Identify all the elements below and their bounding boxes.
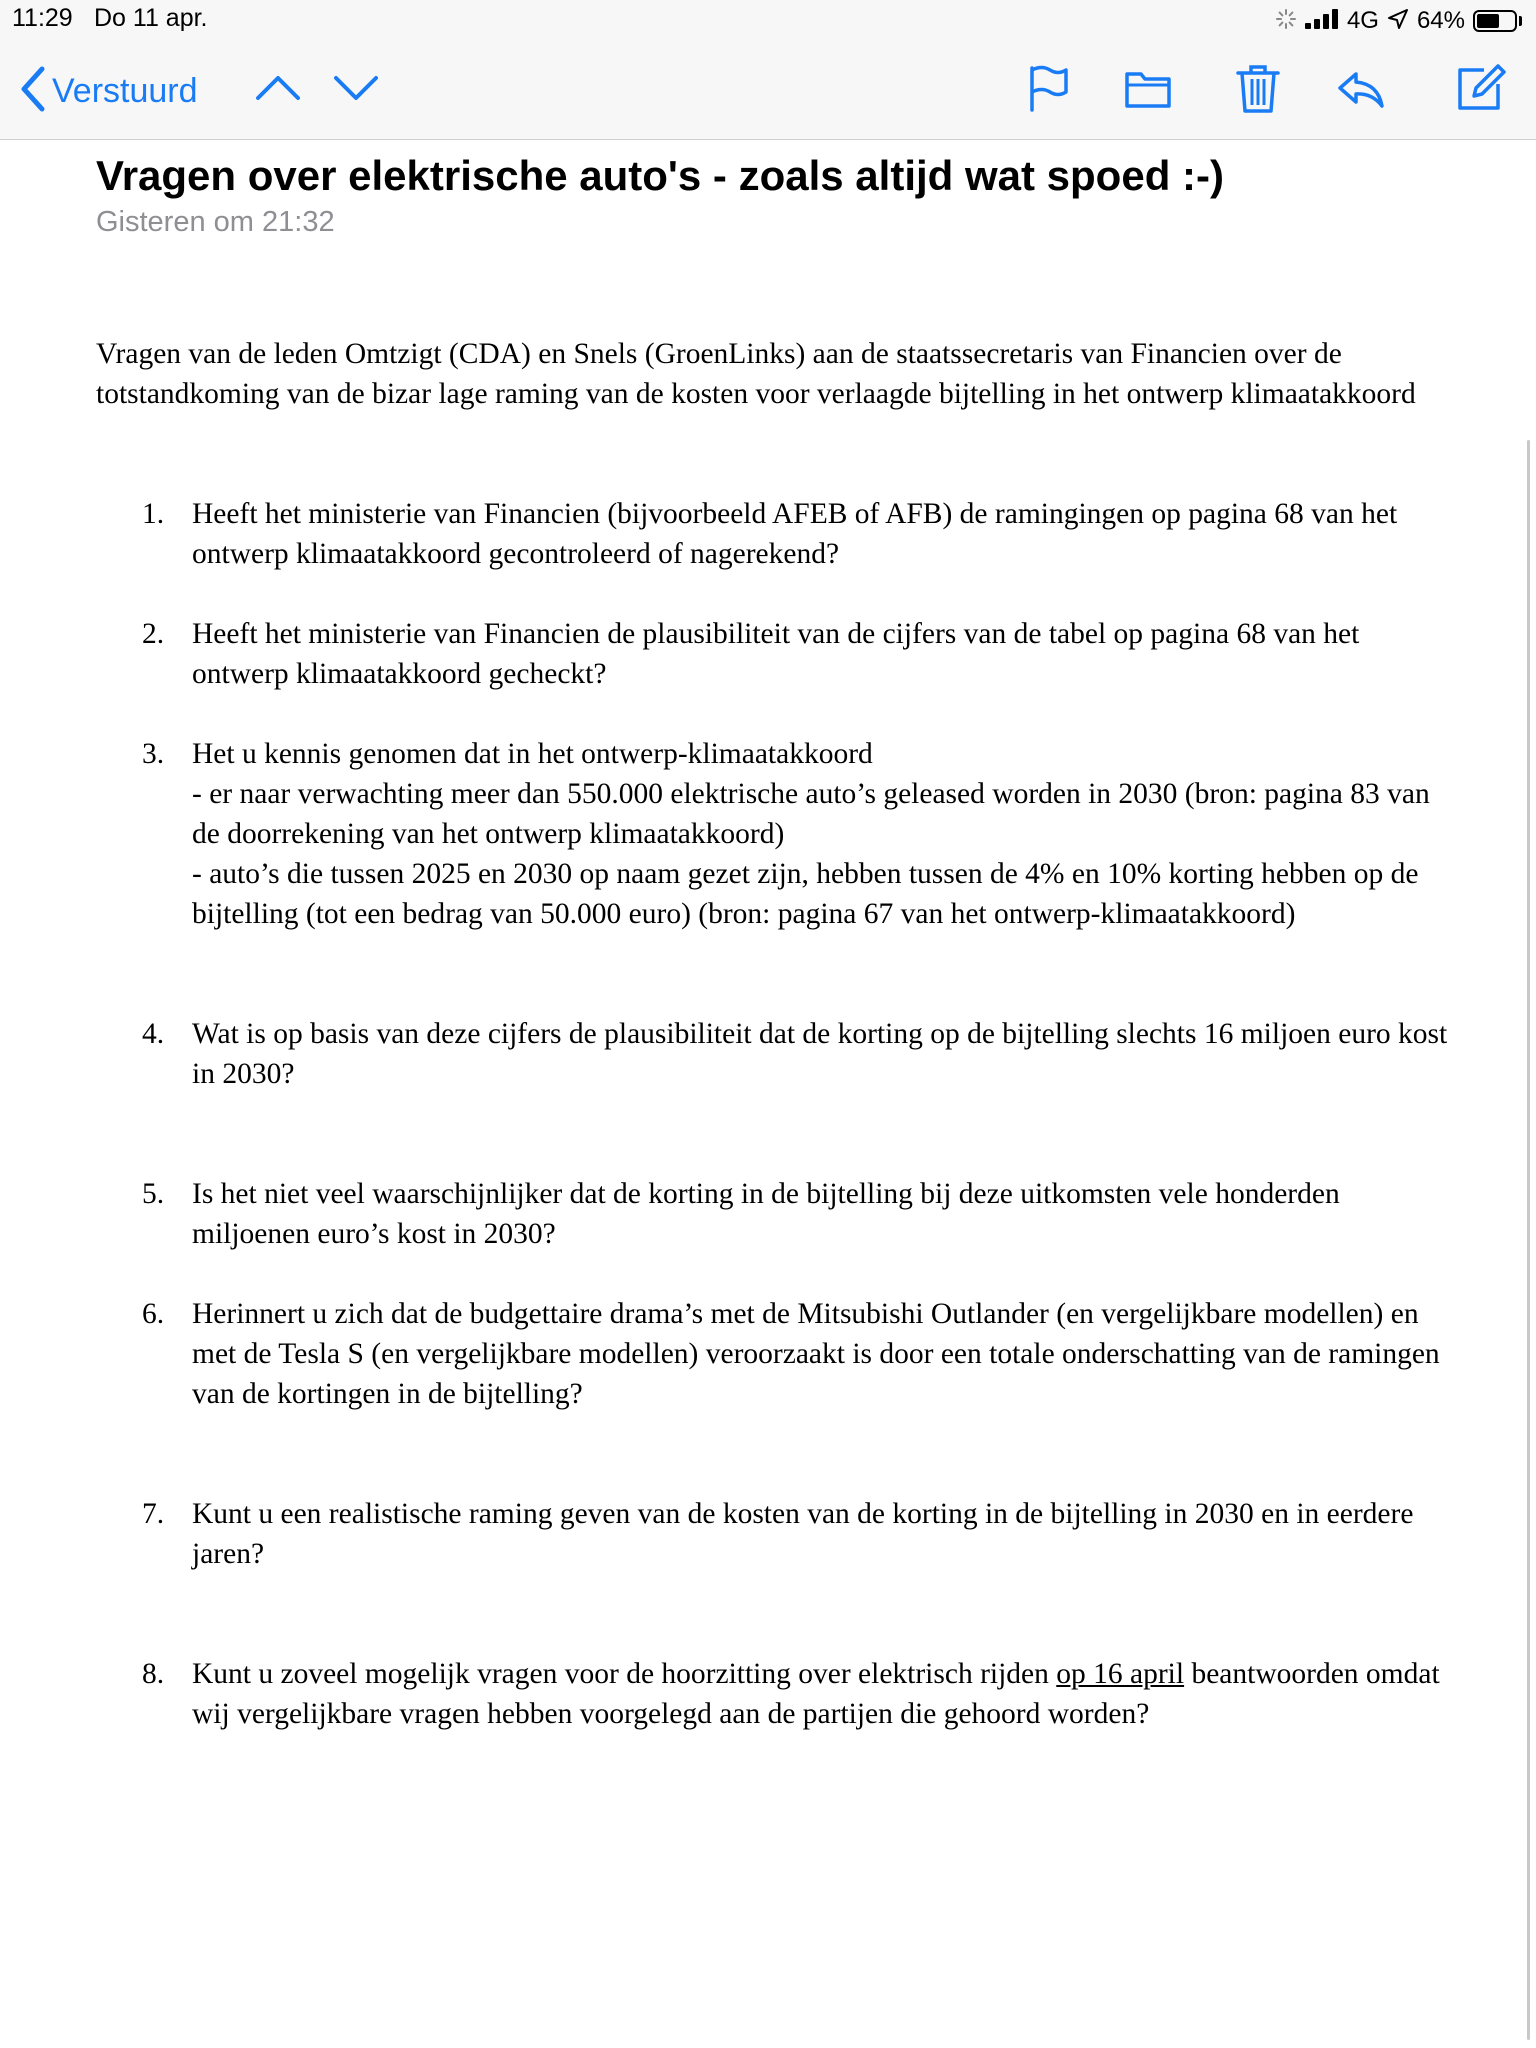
back-button[interactable] xyxy=(20,66,198,117)
question-text: Heeft het ministerie van Financien (bijvoorbeeld AFEB of AFB) de ramingingen op pagina 68 van het ontwerp klimaatakkoord gecontroleerd of nagerekend? xyxy=(192,498,1398,570)
status-indicators xyxy=(1275,6,1522,36)
question-text: Wat is op basis van deze cijfers de plausibiliteit dat de korting op de bijtelling slechts 16 miljoen euro kost in 2030? xyxy=(192,1018,1448,1090)
battery-percentage: 64% xyxy=(1416,7,1465,34)
question-item xyxy=(96,1174,1456,1254)
cellular-signal-icon xyxy=(1305,9,1339,34)
question-number: 6. xyxy=(142,1298,165,1330)
network-type: 4G xyxy=(1346,7,1379,34)
trash-icon xyxy=(1232,62,1284,114)
question-number: 8. xyxy=(142,1658,165,1690)
question-number: 3. xyxy=(142,738,165,770)
date-link[interactable]: op 16 april xyxy=(1056,1658,1185,1690)
location-arrow-icon xyxy=(1387,8,1409,35)
status-bar xyxy=(0,0,1536,40)
question-number: 4. xyxy=(142,1018,165,1050)
question-item xyxy=(96,1654,1456,1734)
chevron-left-icon xyxy=(20,66,46,117)
question-text: Het u kennis genomen dat in het ontwerp-klimaatakkoord xyxy=(192,738,873,770)
message-date: Gisteren om 21:32 xyxy=(96,206,335,238)
question-text: Heeft het ministerie van Financien de plausibiliteit van de cijfers van de tabel op pagina 68 van het ontwerp klimaatakkoord gecheckt? xyxy=(192,618,1360,690)
compose-icon xyxy=(1454,62,1506,114)
scrollbar[interactable] xyxy=(1527,440,1530,2040)
question-text-block xyxy=(192,734,1456,934)
question-subpoint: - er naar verwachting meer dan 550.000 elektrische auto’s geleased worden in 2030 (bron: pagina 83 van de doorrekening van het ontwerp klimaatakkoord) xyxy=(192,778,1430,850)
question-text: Kunt u zoveel mogelijk vragen voor de hoorzitting over elektrisch rijden xyxy=(192,1658,1057,1690)
question-number: 2. xyxy=(142,618,165,650)
question-text: Is het niet veel waarschijnlijker dat de korting in de bijtelling bij deze uitkomsten vele honderden miljoenen euro’s kost in 2030? xyxy=(192,1178,1340,1250)
message-body xyxy=(96,334,1456,414)
question-text-block xyxy=(192,1654,1456,1734)
status-date: Do 11 apr. xyxy=(94,4,208,32)
battery-fill xyxy=(1477,14,1499,28)
question-text: Herinnert u zich dat de budgettaire drama’s met de Mitsubishi Outlander (en vergelijkbare modellen) en met de Tesla S (en vergelijkbare modellen) veroorzaakt is door een totale onderschatting van de ramingen van de kortingen in de bijtelling? xyxy=(192,1298,1440,1410)
question-item xyxy=(96,734,1456,934)
compose-button[interactable] xyxy=(1454,62,1506,114)
question-text: beantwoorden omdat wij vergelijkbare vragen hebben voorgelegd aan de partijen die gehoord worden? xyxy=(192,1658,1440,1730)
message-subject: Vragen over elektrische auto's - zoals altijd wat spoed :-) xyxy=(96,152,1224,199)
folder-icon xyxy=(1122,62,1174,114)
question-item xyxy=(96,1494,1456,1574)
move-to-folder-button[interactable] xyxy=(1122,62,1174,114)
flag-button[interactable] xyxy=(1022,62,1074,114)
question-item xyxy=(96,614,1456,694)
back-button-label: Verstuurd xyxy=(52,72,198,110)
chevron-up-icon xyxy=(252,62,304,114)
battery-tip xyxy=(1519,16,1522,26)
question-item xyxy=(96,1294,1456,1414)
reply-button[interactable] xyxy=(1334,62,1386,114)
question-text: Kunt u een realistische raming geven van de kosten van de korting in de bijtelling in 2030 en in eerdere jaren? xyxy=(192,1498,1414,1570)
message-intro: Vragen van de leden Omtzigt (CDA) en Snels (GroenLinks) aan de staatssecretaris van Financien over de totstandkoming van de bizar lage raming van de kosten voor verlaagde bijtelling in het ontwerp klimaatakkoord xyxy=(96,338,1416,410)
battery-icon xyxy=(1473,10,1517,32)
next-message-button[interactable] xyxy=(330,62,382,114)
mail-toolbar xyxy=(0,40,1536,140)
question-number: 7. xyxy=(142,1498,165,1530)
reply-icon xyxy=(1334,62,1386,114)
chevron-down-icon xyxy=(330,62,382,114)
question-subpoint: - auto’s die tussen 2025 en 2030 op naam gezet zijn, hebben tussen de 4% en 10% korting hebben op de bijtelling (tot een bedrag van 50.000 euro) (bron: pagina 67 van het ontwerp-klimaatakkoord) xyxy=(192,858,1419,930)
question-number: 5. xyxy=(142,1178,165,1210)
activity-spinner-icon xyxy=(1275,8,1297,35)
delete-button[interactable] xyxy=(1232,62,1284,114)
previous-message-button[interactable] xyxy=(252,62,304,114)
flag-icon xyxy=(1022,62,1074,114)
question-number: 1. xyxy=(142,498,165,530)
status-time: 11:29 xyxy=(12,4,73,32)
question-item xyxy=(96,1014,1456,1094)
question-item xyxy=(96,494,1456,574)
